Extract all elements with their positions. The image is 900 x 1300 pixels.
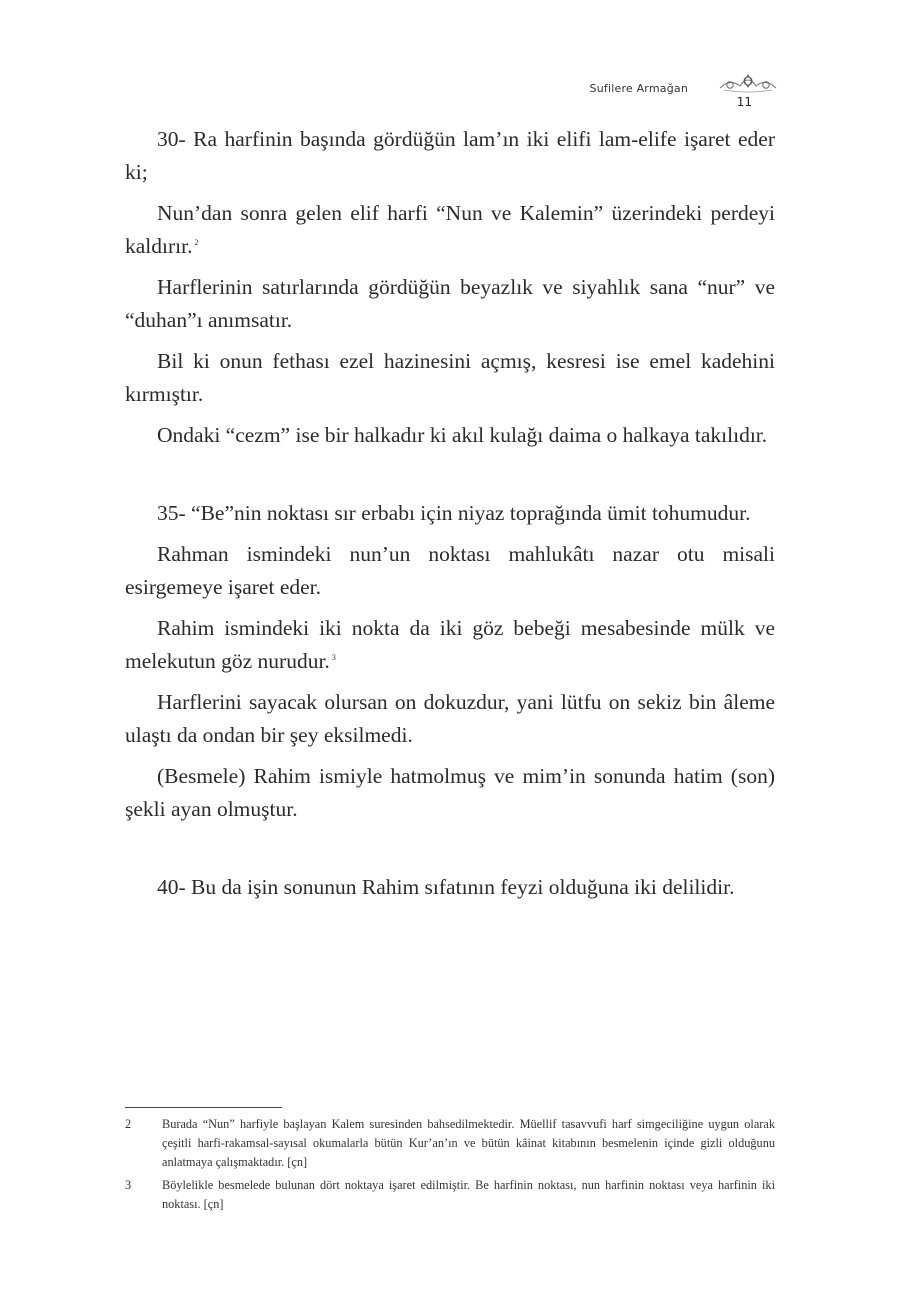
running-title: Sufilere Armağan	[589, 82, 688, 95]
footnote-number: 2	[125, 1117, 132, 1131]
paragraph: Ondaki “cezm” ise bir halkadır ki akıl kulağı daima o halkaya takılıdır.	[157, 423, 768, 447]
paragraph: 35- “Be”nin noktası sır erbabı için niyaz toprağında ümit tohumudur.	[157, 501, 751, 525]
page-number: 11	[736, 95, 752, 109]
footnote-text: Böylelikle besmelede bulunan dört noktaya işaret edilmiştir. Be harfinin noktası, nun harfinin noktası veya harfinin iki noktası. [çn]	[162, 1178, 775, 1211]
paragraph: 30- Ra harfinin başında gördüğün lam’ın iki elifi lam-elife işaret eder ki;	[125, 127, 775, 184]
floral-ornament-icon	[716, 72, 780, 94]
footnote-ref: 3	[331, 652, 336, 662]
paragraph: Harflerini sayacak olursan on dokuzdur, yani lütfu on sekiz bin âleme ulaştı da ondan bir şey eksilmedi.	[125, 690, 775, 747]
footnote-divider	[125, 1107, 282, 1108]
footnote-ref: 2	[194, 237, 199, 247]
paragraph: Bil ki onun fethası ezel hazinesini açmış, kesresi ise emel kadehini kırmıştır.	[125, 349, 775, 406]
footnote-text: Burada “Nun” harfiyle başlayan Kalem suresinden bahsedilmektedir. Müellif tasavvufi harf simgeciliğine uygun olarak çeşitli harfi-rakamsal-sayısal okumalarla bütün Kur’an’ın ve bütün kâinat kitabının besmelenin içinde gizli olduğunu anlatmaya çalışmaktadır. [çn]	[162, 1117, 775, 1169]
paragraph: (Besmele) Rahim ismiyle hatmolmuş ve mim’in sonunda hatim (son) şekli ayan olmuştur.	[125, 764, 775, 821]
main-text	[125, 123, 775, 912]
footnote	[125, 1115, 775, 1172]
paragraph: 40- Bu da işin sonunun Rahim sıfatının feyzi olduğuna iki delilidir.	[157, 875, 735, 899]
paragraph: Rahim ismindeki iki nokta da iki göz bebeği mesabesinde mülk ve melekutun göz nurudur. $^3$	[125, 616, 775, 673]
footnotes	[125, 1115, 775, 1218]
paragraph: Harflerinin satırlarında gördüğün beyazlık ve siyahlık sana “nur” ve “duhan”ı anımsatır.	[125, 275, 775, 332]
footnote-number: 3	[125, 1178, 132, 1192]
page-header	[560, 72, 790, 112]
footnote	[125, 1176, 775, 1214]
paragraph: Nun’dan sonra gelen elif harfi “Nun ve Kalemin” üzerindeki perdeyi kaldırır. $^2$	[125, 201, 775, 258]
paragraph: Rahman ismindeki nun’un noktası mahlukâtı nazar otu misali esirgemeye işaret eder.	[125, 542, 775, 599]
